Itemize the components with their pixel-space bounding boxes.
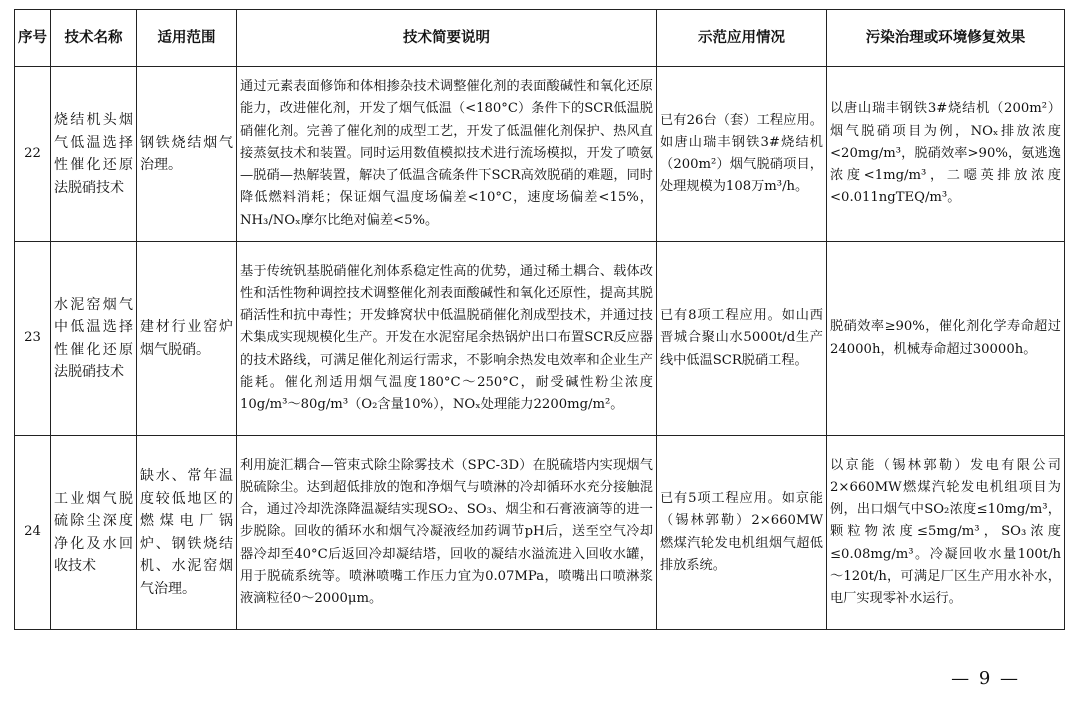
tech-name: 工业烟气脱硫除尘深度净化及水回收技术 [51,436,137,630]
header-description: 技术简要说明 [237,10,657,67]
table-row [15,436,1065,630]
table-row [15,67,1065,242]
demo-application: 已有8项工程应用。如山西晋城合聚山水5000t/d生产线中低温SCR脱硝工程。 [657,242,827,436]
tech-name: 水泥窑烟气中低温选择性催化还原法脱硝技术 [51,242,137,436]
page-number: — 9 — [951,668,1020,689]
table-row [15,242,1065,436]
tech-description: 通过元素表面修饰和体相掺杂技术调整催化剂的表面酸碱性和氧化还原能力，改进催化剂，开发了烟气低温（<180°C）条件下的SCR低温脱硝催化剂。完善了催化剂的成型工艺，开发了低温催化剂保护、热风直接蒸氨技术和装置。同时运用数值模拟技术进行流场模拟，开发了喷氨—脱硝—热解装置，解决了低温含硫条件下SCR高效脱硝的难题，同时降低燃料消耗；保证烟气温度场偏差<10°C，速度场偏差<15%，NH₃/NOₓ摩尔比绝对偏差<5%。 [237,67,657,242]
tech-description: 基于传统钒基脱硝催化剂体系稳定性高的优势，通过稀土耦合、载体改性和活性物种调控技术调整催化剂表面酸碱性和氧化还原性，提高其脱硝活性和抗中毒性；开发蜂窝状中低温脱硝催化剂成型技术，并通过技术集成实现规模化生产。开发在水泥窑尾余热锅炉出口布置SCR反应器的技术路线，可满足催化剂运行需求，不影响余热发电效率和企业生产能耗。催化剂适用烟气温度180°C～250°C，耐受碱性粉尘浓度10g/m³～80g/m³（O₂含量10%），NOₓ处理能力2200mg/m²。 [237,242,657,436]
row-number: 23 [15,242,51,436]
application-scope: 缺水、常年温度较低地区的燃煤电厂锅炉、钢铁烧结机、水泥窑烟气治理。 [137,436,237,630]
treatment-effect: 以唐山瑞丰钢铁3#烧结机（200m²）烟气脱硝项目为例，NOₓ排放浓度<20mg/m³，脱硝效率>90%，氨逃逸浓度<1mg/m³，二噁英排放浓度<0.011ngTEQ/m³。 [827,67,1065,242]
demo-application: 已有5项工程应用。如京能（锡林郭勒）2×660MW燃煤汽轮发电机组烟气超低排放系统。 [657,436,827,630]
row-number: 24 [15,436,51,630]
application-scope: 钢铁烧结烟气治理。 [137,67,237,242]
tech-description: 利用旋汇耦合—管束式除尘除雾技术（SPC-3D）在脱硫塔内实现烟气脱硫除尘。达到超低排放的饱和净烟气与喷淋的冷却循环水充分接触混合，通过冷却洗涤降温凝结实现SO₂、SO₃、烟尘和石膏液滴等的进一步脱除。回收的循环水和烟气冷凝液经加药调节pH后，送至空气冷却器冷却至40°C后返回冷却凝结塔，回收的凝结水溢流进入回收水罐，用于脱硫系统等。喷淋喷嘴工作压力宜为0.07MPa，喷嘴出口喷淋浆液滴粒径0～2000μm。 [237,436,657,630]
application-scope: 建材行业窑炉烟气脱硝。 [137,242,237,436]
demo-application: 已有26台（套）工程应用。如唐山瑞丰钢铁3#烧结机（200m²）烟气脱硝项目，处理规模为108万m³/h。 [657,67,827,242]
tech-name: 烧结机头烟气低温选择性催化还原法脱硝技术 [51,67,137,242]
treatment-effect: 以京能（锡林郭勒）发电有限公司2×660MW燃煤汽轮发电机组项目为例，出口烟气中SO₂浓度≤10mg/m³，颗粒物浓度≤5mg/m³，SO₃浓度≤0.08mg/m³。冷凝回收水量100t/h～120t/h，可满足厂区生产用水补水，电厂实现零补水运行。 [827,436,1065,630]
treatment-effect: 脱硝效率≥90%，催化剂化学寿命超过24000h，机械寿命超过30000h。 [827,242,1065,436]
header-scope: 适用范围 [137,10,237,67]
row-number: 22 [15,67,51,242]
table-header-row [15,10,1065,67]
header-tech-name: 技术名称 [51,10,137,67]
header-effect: 污染治理或环境修复效果 [827,10,1065,67]
technology-table [14,9,1065,630]
header-demo: 示范应用情况 [657,10,827,67]
header-no: 序号 [15,10,51,67]
